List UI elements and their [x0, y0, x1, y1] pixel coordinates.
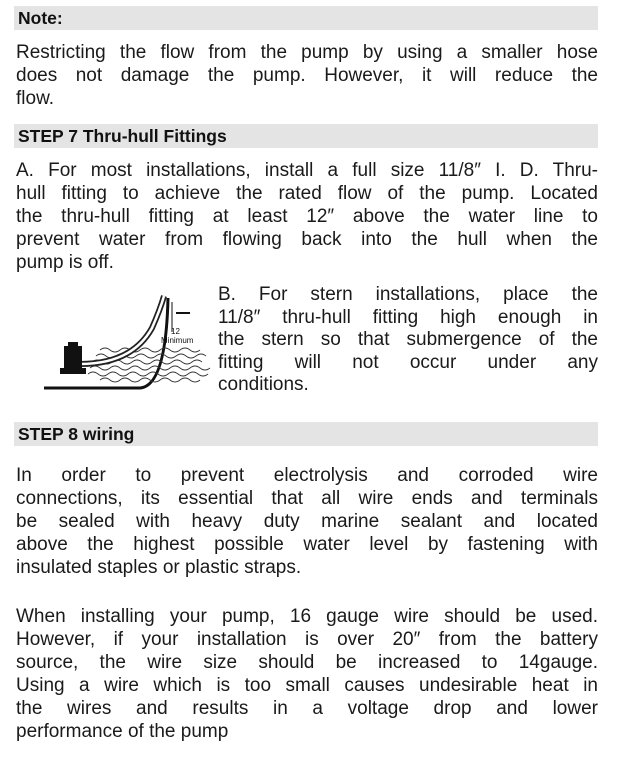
step8-p2-line: Using a wire which is too small causes undesirable heat in [16, 675, 598, 696]
step8-p2-line: source, the wire size should be increased to 14gauge. [16, 652, 598, 673]
step7-paragraph-b [218, 284, 598, 397]
step7-a-line: pump is off. [16, 252, 114, 273]
water-waves [88, 348, 210, 382]
step8-p2-line: When installing your pump, 16 gauge wire should be used. [16, 606, 598, 627]
step8-p1-line: In order to prevent electrolysis and corroded wire [16, 465, 598, 486]
hull-outline [44, 298, 168, 388]
step7-b-line: conditions. [218, 374, 309, 395]
step8-p2-line: performance of the pump [16, 721, 229, 742]
step8-p1-line: connections, its essential that all wire ends and terminals [16, 488, 598, 509]
figure-label-number: 12 [171, 327, 180, 336]
note-heading: Note: [14, 6, 598, 30]
step7-a-line: A. For most installations, install a full size 11/8″ I. D. Thru- [16, 160, 598, 181]
figure-label-text: Minimum [161, 336, 194, 345]
note-line: does not damage the pump. However, it will reduce the [16, 65, 598, 86]
step7-b-line: the stern so that submergence of the [218, 329, 598, 350]
step7-b-line: B. For stern installations, place the [218, 284, 598, 305]
step7-a-line: hull fitting to achieve the rated flow of the pump. Located [16, 183, 598, 204]
step8-p1-line: insulated staples or plastic straps. [16, 557, 302, 578]
step7-heading: STEP 7 Thru-hull Fittings [14, 124, 598, 148]
step7-b-line: fitting will not occur under any [218, 351, 598, 373]
step8-p1-line: be sealed with heavy duty marine sealant and located [16, 511, 598, 532]
step8-paragraph-2 [16, 605, 598, 743]
step7-b-line: 11/8″ thru-hull fitting high enough in [218, 306, 598, 328]
step7-a-line: the thru-hull fitting at least 12″ above the water line to [16, 206, 598, 227]
note-line: flow. [16, 88, 55, 109]
note-line: Restricting the flow from the pump by using a smaller hose [16, 42, 598, 63]
step7-paragraph-a [16, 159, 598, 274]
step8-p1-line: above the highest possible water level by fastening with [16, 534, 598, 555]
step8-heading: STEP 8 wiring [14, 422, 598, 446]
step8-p2-line: the wires and results in a voltage drop and lower [16, 698, 598, 719]
stern-installation-figure [40, 288, 216, 392]
step7-a-line: prevent water from flowing back into the hull when the [16, 229, 598, 250]
step8-paragraph-1 [16, 464, 598, 579]
step8-p2-line: However, if your installation is over 20″ from the battery [16, 629, 598, 650]
note-paragraph [16, 41, 598, 110]
